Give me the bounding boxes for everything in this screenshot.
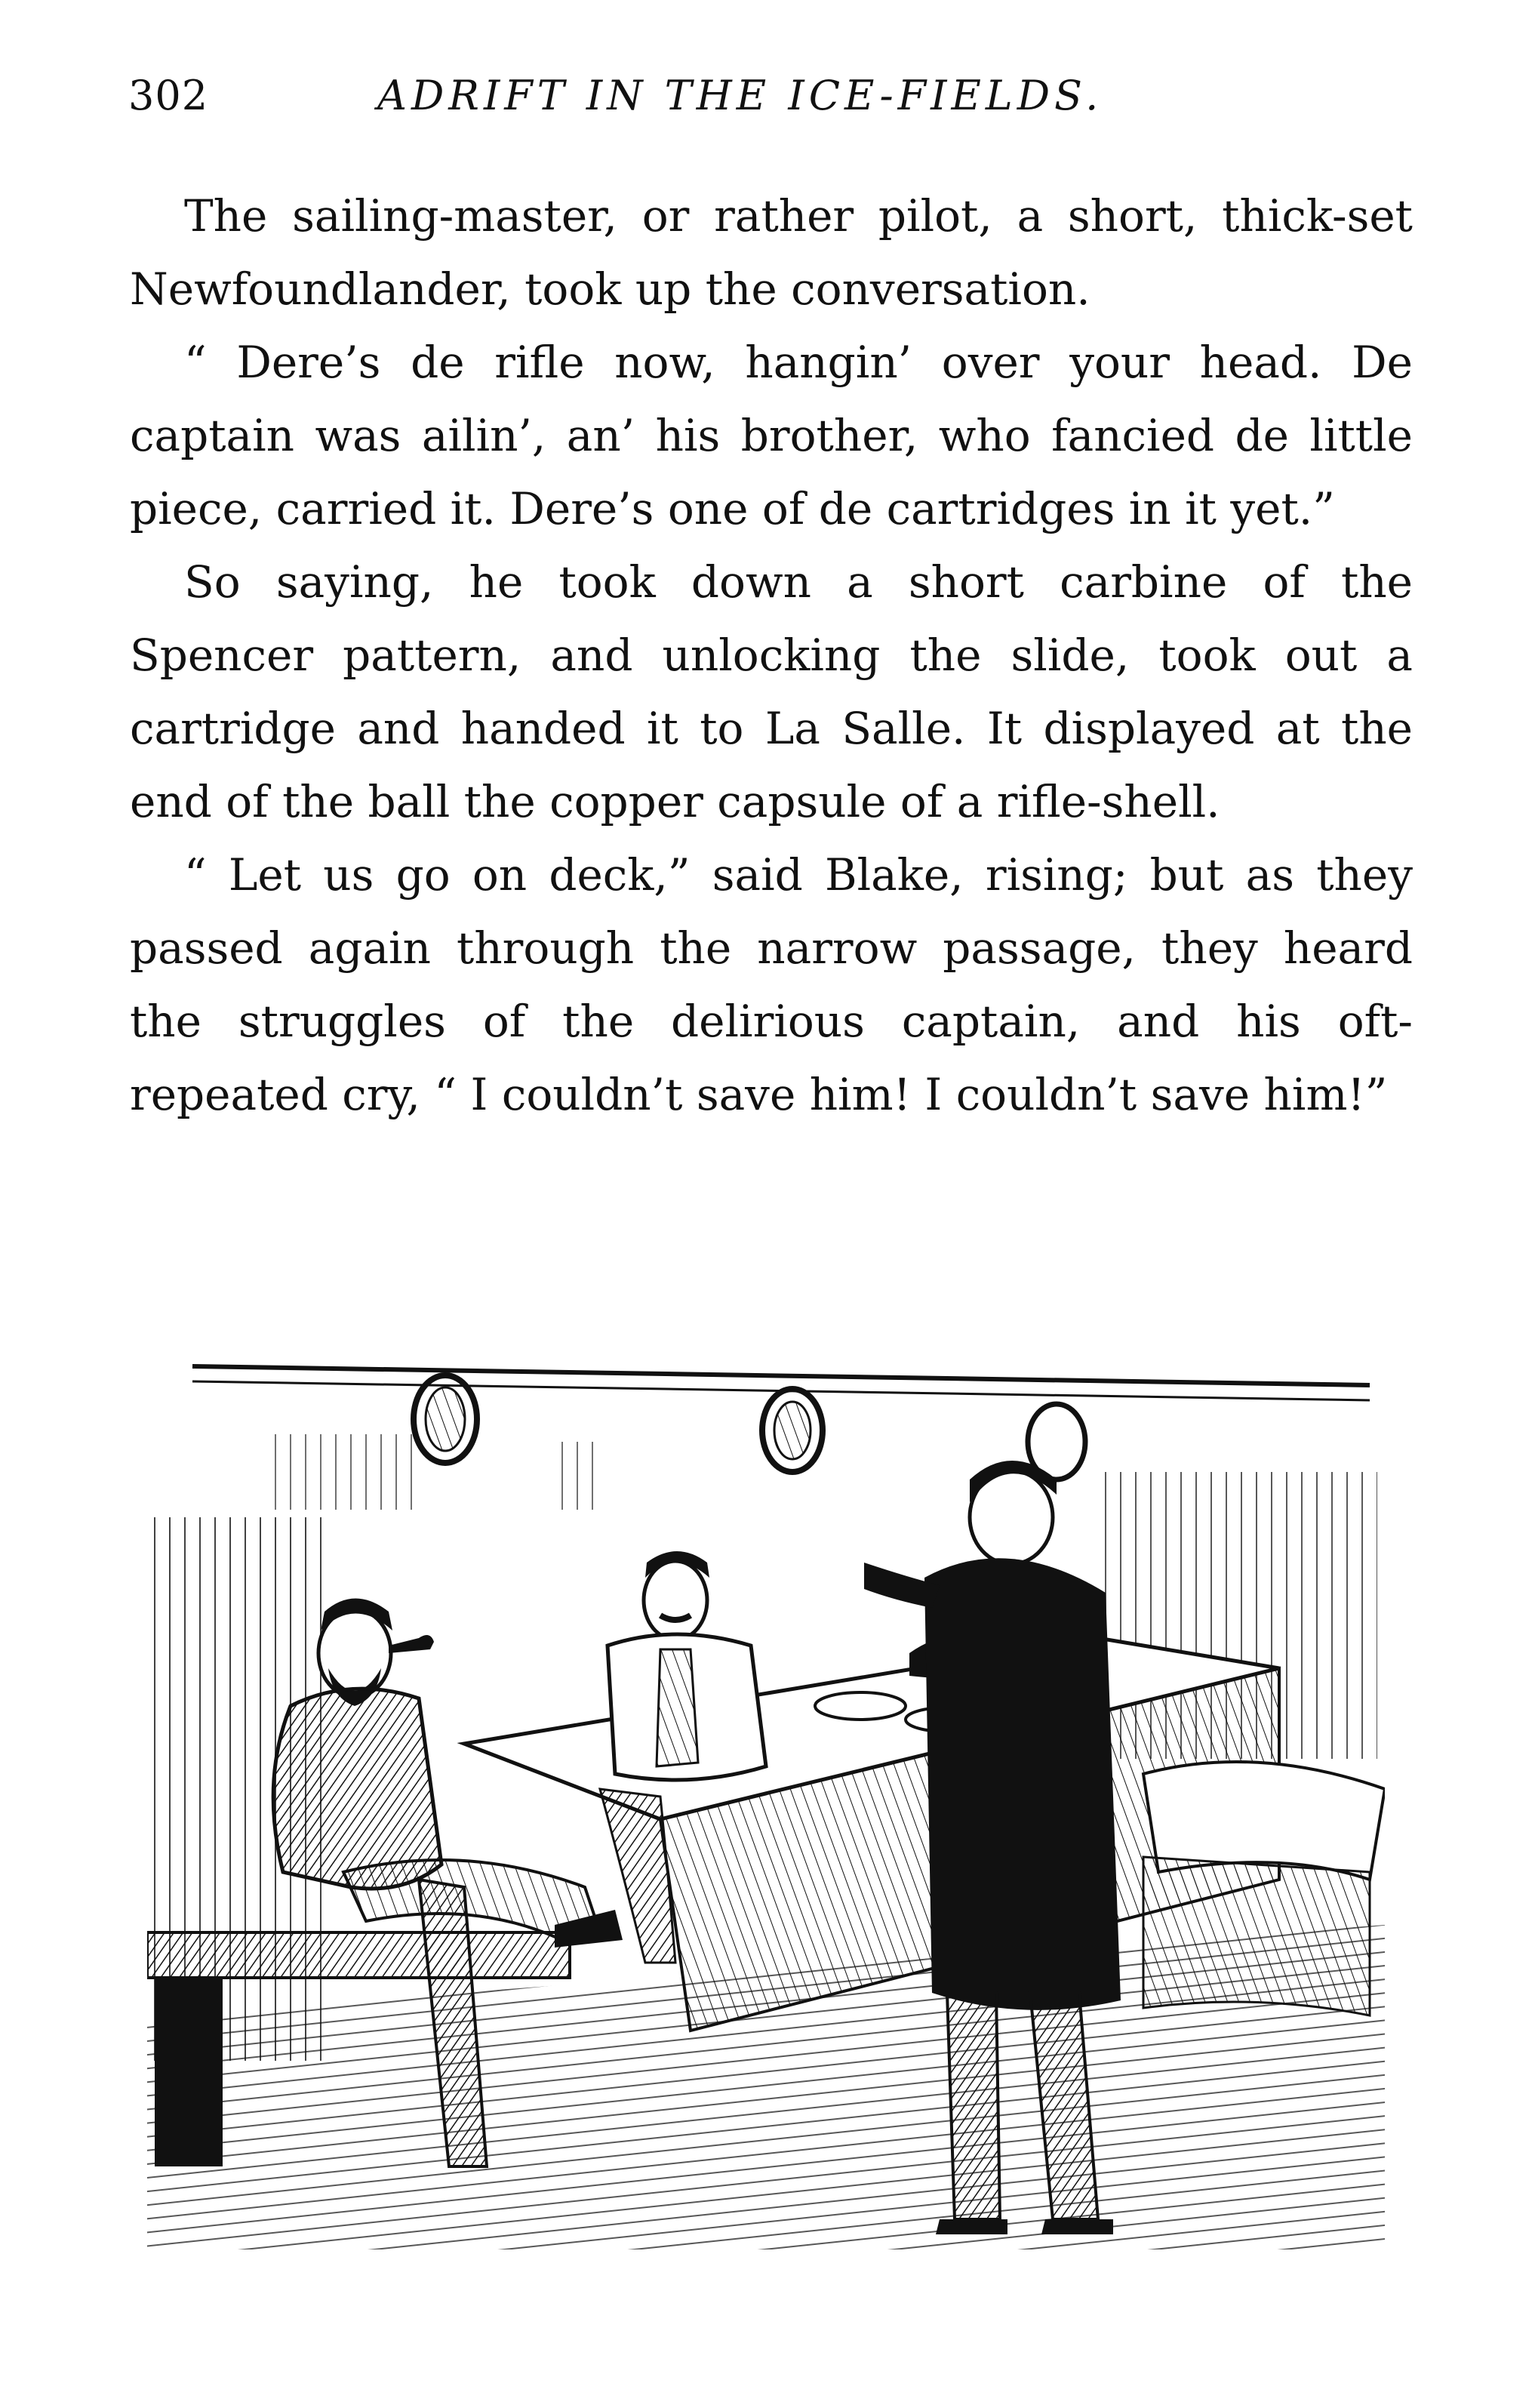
- paragraph-4: “ Let us go on deck,” said Blake, rising; but as they passed again through the narrow passage, they heard the struggles of the delirious captain, and his oft-repeated cry, “ I couldn’t save him! I couldn’t save him!”: [130, 849, 1413, 1120]
- page-number: 302: [128, 72, 209, 119]
- paragraph-1: The sailing-master, or rather pilot, a short, thick-set Newfoundlander, took up the conversation.: [130, 190, 1413, 315]
- running-head: [128, 72, 1411, 132]
- running-title: ADRIFT IN THE ICE-FIELDS.: [377, 72, 1103, 119]
- cabin-engraving: [147, 1351, 1385, 2249]
- engraving-svg: [147, 1351, 1385, 2249]
- paragraph-3: So saying, he took down a short carbine of the Spencer pattern, and unlocking the slide, took out a cartridge and handed it to La Salle. It displayed at the end of the ball the copper capsule of a rifle-shell.: [130, 556, 1413, 827]
- paragraph-2: “ Dere’s de rifle now, hangin’ over your head. De captain was ailin’, an’ his brother, who fancied de little piece, carried it. Dere’s one of de cartridges in it yet.”: [130, 337, 1413, 534]
- draped-cloth: [1143, 1762, 1385, 2015]
- body-text: [130, 180, 1413, 1132]
